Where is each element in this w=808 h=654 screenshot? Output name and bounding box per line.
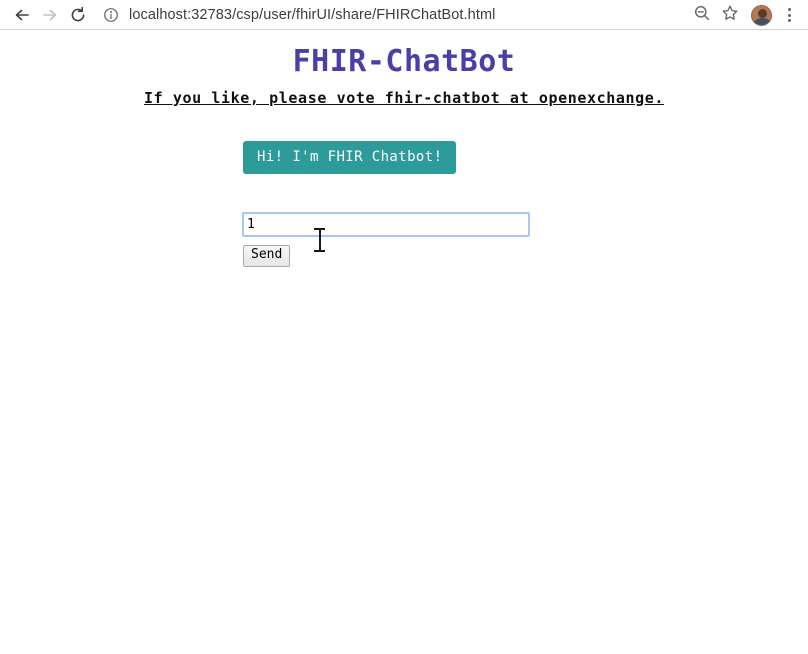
bookmark-button[interactable] [717,2,743,28]
browser-toolbar [0,0,808,30]
forward-arrow-icon [40,5,60,25]
bot-message-bubble: Hi! I'm FHIR Chatbot! [243,141,456,174]
reload-button[interactable] [64,1,92,29]
forward-button[interactable] [36,1,64,29]
user-avatar[interactable] [751,5,772,26]
vote-banner: If you like, please vote fhir-chatbot at openexchange. [143,89,665,107]
back-button[interactable] [8,1,36,29]
star-icon [721,4,739,27]
chat-input-row [0,213,808,236]
url-text: localhost:32783/csp/user/fhirUI/share/FHIRChatBot.html [129,7,496,23]
page-title: FHIR-ChatBot [292,44,516,79]
send-button-row [0,245,808,267]
zoom-out-button[interactable] [689,2,715,28]
zoom-out-icon [693,4,711,27]
address-bar[interactable] [102,2,681,28]
back-arrow-icon [12,5,32,25]
chat-message-list [0,141,808,174]
chat-input[interactable] [243,213,529,236]
three-dot-menu-icon[interactable] [778,2,800,28]
page-content [0,30,808,654]
send-button[interactable]: Send [243,245,290,267]
reload-icon [68,5,88,25]
toolbar-right-actions [687,2,800,28]
site-info-icon[interactable] [102,6,120,24]
